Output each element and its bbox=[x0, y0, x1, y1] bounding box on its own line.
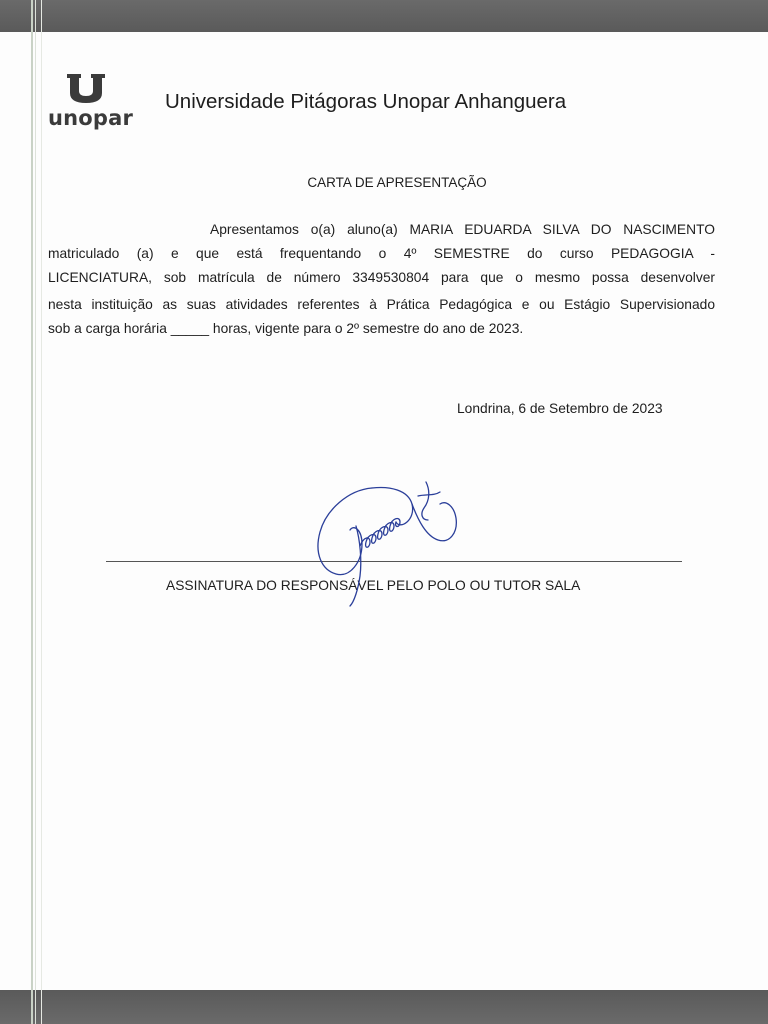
body-line-3: LICENCIATURA, sob matrícula de número 3349530804 para que o mesmo possa desenvolver bbox=[48, 270, 715, 285]
signature-label: ASSINATURA DO RESPONSÁVEL PELO POLO OU TUTOR SALA bbox=[166, 578, 581, 593]
scan-edge-line bbox=[35, 0, 36, 1024]
unopar-u-logo-icon bbox=[65, 72, 107, 104]
unopar-logo bbox=[48, 72, 134, 130]
scan-border-bottom bbox=[0, 990, 768, 1024]
body-line-5: sob a carga horária _____ horas, vigente para o 2º semestre do ano de 2023. bbox=[48, 321, 524, 336]
scan-border-top bbox=[0, 0, 768, 32]
document-title: CARTA DE APRESENTAÇÃO bbox=[307, 175, 487, 190]
logo-wordmark: unopar bbox=[48, 106, 134, 130]
place-and-date: Londrina, 6 de Setembro de 2023 bbox=[457, 401, 663, 416]
scan-edge-line bbox=[41, 0, 42, 1024]
body-line-1: Apresentamos o(a) aluno(a) MARIA EDUARDA SILVA DO NASCIMENTO bbox=[210, 222, 715, 237]
body-line-4: nesta instituição as suas atividades referentes à Prática Pedagógica e ou Estágio Supervisionado bbox=[48, 297, 715, 312]
handwritten-signature bbox=[300, 470, 470, 610]
body-line-2: matriculado (a) e que está frequentando o 4º SEMESTRE do curso PEDAGOGIA - bbox=[48, 246, 715, 261]
scan-edge-line bbox=[31, 0, 33, 1024]
institution-name: Universidade Pitágoras Unopar Anhanguera bbox=[165, 90, 567, 113]
